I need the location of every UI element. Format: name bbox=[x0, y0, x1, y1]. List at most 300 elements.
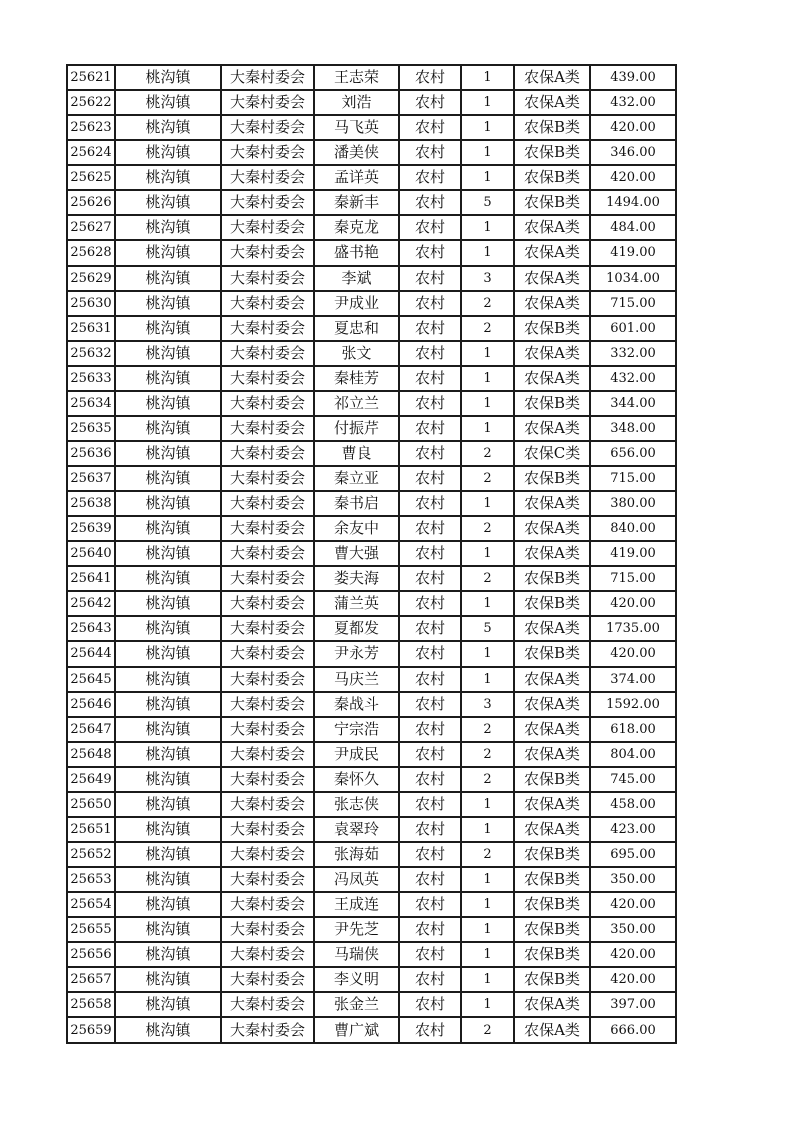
cell-insurance-category: 农保A类 bbox=[514, 792, 590, 817]
table-row bbox=[67, 90, 676, 115]
cell-area-type: 农村 bbox=[399, 591, 461, 616]
table-row bbox=[67, 215, 676, 240]
cell-village-committee: 大秦村委会 bbox=[221, 917, 314, 942]
cell-area-type: 农村 bbox=[399, 967, 461, 992]
cell-area-type: 农村 bbox=[399, 566, 461, 591]
cell-person-count: 1 bbox=[461, 541, 514, 566]
cell-insurance-category: 农保B类 bbox=[514, 892, 590, 917]
cell-town: 桃沟镇 bbox=[115, 942, 221, 967]
cell-town: 桃沟镇 bbox=[115, 115, 221, 140]
cell-insurance-category: 农保C类 bbox=[514, 441, 590, 466]
cell-town: 桃沟镇 bbox=[115, 616, 221, 641]
cell-person-count: 1 bbox=[461, 65, 514, 90]
cell-insurance-category: 农保B类 bbox=[514, 942, 590, 967]
cell-town: 桃沟镇 bbox=[115, 967, 221, 992]
cell-amount: 419.00 bbox=[590, 240, 676, 265]
cell-amount: 350.00 bbox=[590, 867, 676, 892]
table-row bbox=[67, 591, 676, 616]
cell-village-committee: 大秦村委会 bbox=[221, 391, 314, 416]
table-row bbox=[67, 516, 676, 541]
cell-village-committee: 大秦村委会 bbox=[221, 516, 314, 541]
table-row bbox=[67, 291, 676, 316]
cell-amount: 420.00 bbox=[590, 165, 676, 190]
cell-person-count: 1 bbox=[461, 240, 514, 265]
cell-person-name: 尹永芳 bbox=[314, 641, 399, 666]
table-row bbox=[67, 742, 676, 767]
cell-person-name: 袁翠玲 bbox=[314, 817, 399, 842]
cell-village-committee: 大秦村委会 bbox=[221, 1017, 314, 1043]
cell-person-count: 5 bbox=[461, 190, 514, 215]
cell-person-name: 秦新丰 bbox=[314, 190, 399, 215]
cell-town: 桃沟镇 bbox=[115, 667, 221, 692]
cell-amount: 618.00 bbox=[590, 717, 676, 742]
table-row bbox=[67, 767, 676, 792]
cell-area-type: 农村 bbox=[399, 391, 461, 416]
cell-record-id: 25637 bbox=[67, 466, 115, 491]
cell-record-id: 25657 bbox=[67, 967, 115, 992]
cell-area-type: 农村 bbox=[399, 491, 461, 516]
cell-person-count: 1 bbox=[461, 140, 514, 165]
cell-person-name: 张志侠 bbox=[314, 792, 399, 817]
cell-town: 桃沟镇 bbox=[115, 90, 221, 115]
cell-town: 桃沟镇 bbox=[115, 842, 221, 867]
cell-amount: 332.00 bbox=[590, 341, 676, 366]
cell-area-type: 农村 bbox=[399, 892, 461, 917]
cell-town: 桃沟镇 bbox=[115, 641, 221, 666]
payment-table-container bbox=[66, 64, 675, 1044]
cell-village-committee: 大秦村委会 bbox=[221, 541, 314, 566]
table-row bbox=[67, 165, 676, 190]
cell-village-committee: 大秦村委会 bbox=[221, 90, 314, 115]
cell-person-name: 马庆兰 bbox=[314, 667, 399, 692]
cell-insurance-category: 农保A类 bbox=[514, 1017, 590, 1043]
cell-amount: 1494.00 bbox=[590, 190, 676, 215]
cell-town: 桃沟镇 bbox=[115, 316, 221, 341]
cell-insurance-category: 农保B类 bbox=[514, 641, 590, 666]
cell-town: 桃沟镇 bbox=[115, 341, 221, 366]
cell-amount: 423.00 bbox=[590, 817, 676, 842]
cell-town: 桃沟镇 bbox=[115, 266, 221, 291]
cell-village-committee: 大秦村委会 bbox=[221, 466, 314, 491]
cell-area-type: 农村 bbox=[399, 316, 461, 341]
cell-amount: 666.00 bbox=[590, 1017, 676, 1043]
cell-person-name: 曹良 bbox=[314, 441, 399, 466]
cell-person-count: 1 bbox=[461, 90, 514, 115]
cell-amount: 432.00 bbox=[590, 366, 676, 391]
cell-amount: 420.00 bbox=[590, 115, 676, 140]
cell-record-id: 25644 bbox=[67, 641, 115, 666]
cell-record-id: 25643 bbox=[67, 616, 115, 641]
cell-record-id: 25630 bbox=[67, 291, 115, 316]
cell-record-id: 25638 bbox=[67, 491, 115, 516]
cell-village-committee: 大秦村委会 bbox=[221, 416, 314, 441]
cell-amount: 1034.00 bbox=[590, 266, 676, 291]
cell-insurance-category: 农保A类 bbox=[514, 516, 590, 541]
table-row bbox=[67, 717, 676, 742]
cell-amount: 656.00 bbox=[590, 441, 676, 466]
table-row bbox=[67, 416, 676, 441]
cell-town: 桃沟镇 bbox=[115, 541, 221, 566]
cell-person-name: 夏忠和 bbox=[314, 316, 399, 341]
cell-amount: 1735.00 bbox=[590, 616, 676, 641]
cell-person-name: 曹广斌 bbox=[314, 1017, 399, 1043]
cell-person-name: 冯凤英 bbox=[314, 867, 399, 892]
cell-person-count: 1 bbox=[461, 892, 514, 917]
cell-area-type: 农村 bbox=[399, 416, 461, 441]
cell-person-name: 秦立亚 bbox=[314, 466, 399, 491]
cell-person-count: 2 bbox=[461, 842, 514, 867]
cell-amount: 380.00 bbox=[590, 491, 676, 516]
cell-record-id: 25651 bbox=[67, 817, 115, 842]
cell-village-committee: 大秦村委会 bbox=[221, 692, 314, 717]
table-row bbox=[67, 190, 676, 215]
cell-insurance-category: 农保B类 bbox=[514, 867, 590, 892]
cell-person-count: 1 bbox=[461, 817, 514, 842]
cell-area-type: 农村 bbox=[399, 692, 461, 717]
cell-village-committee: 大秦村委会 bbox=[221, 441, 314, 466]
cell-person-name: 潘美侠 bbox=[314, 140, 399, 165]
cell-village-committee: 大秦村委会 bbox=[221, 641, 314, 666]
cell-person-name: 秦战斗 bbox=[314, 692, 399, 717]
cell-record-id: 25655 bbox=[67, 917, 115, 942]
cell-insurance-category: 农保B类 bbox=[514, 466, 590, 491]
cell-record-id: 25659 bbox=[67, 1017, 115, 1043]
cell-town: 桃沟镇 bbox=[115, 291, 221, 316]
cell-insurance-category: 农保B类 bbox=[514, 967, 590, 992]
cell-record-id: 25641 bbox=[67, 566, 115, 591]
cell-area-type: 农村 bbox=[399, 341, 461, 366]
cell-village-committee: 大秦村委会 bbox=[221, 942, 314, 967]
table-row bbox=[67, 341, 676, 366]
cell-person-count: 3 bbox=[461, 266, 514, 291]
cell-town: 桃沟镇 bbox=[115, 416, 221, 441]
cell-area-type: 农村 bbox=[399, 767, 461, 792]
cell-area-type: 农村 bbox=[399, 616, 461, 641]
cell-person-name: 蒲兰英 bbox=[314, 591, 399, 616]
cell-area-type: 农村 bbox=[399, 165, 461, 190]
cell-person-name: 宁宗浩 bbox=[314, 717, 399, 742]
cell-insurance-category: 农保B类 bbox=[514, 316, 590, 341]
table-row bbox=[67, 115, 676, 140]
cell-amount: 420.00 bbox=[590, 641, 676, 666]
cell-record-id: 25650 bbox=[67, 792, 115, 817]
cell-record-id: 25635 bbox=[67, 416, 115, 441]
cell-person-count: 2 bbox=[461, 1017, 514, 1043]
cell-person-count: 2 bbox=[461, 566, 514, 591]
cell-amount: 397.00 bbox=[590, 992, 676, 1017]
cell-insurance-category: 农保B类 bbox=[514, 767, 590, 792]
table-row bbox=[67, 792, 676, 817]
cell-insurance-category: 农保B类 bbox=[514, 391, 590, 416]
cell-amount: 601.00 bbox=[590, 316, 676, 341]
cell-area-type: 农村 bbox=[399, 215, 461, 240]
table-row bbox=[67, 892, 676, 917]
table-row bbox=[67, 616, 676, 641]
cell-town: 桃沟镇 bbox=[115, 65, 221, 90]
cell-person-count: 1 bbox=[461, 391, 514, 416]
cell-amount: 420.00 bbox=[590, 967, 676, 992]
cell-person-count: 1 bbox=[461, 491, 514, 516]
cell-village-committee: 大秦村委会 bbox=[221, 491, 314, 516]
table-row bbox=[67, 917, 676, 942]
cell-village-committee: 大秦村委会 bbox=[221, 591, 314, 616]
cell-village-committee: 大秦村委会 bbox=[221, 341, 314, 366]
cell-area-type: 农村 bbox=[399, 942, 461, 967]
cell-town: 桃沟镇 bbox=[115, 792, 221, 817]
cell-person-count: 1 bbox=[461, 641, 514, 666]
cell-village-committee: 大秦村委会 bbox=[221, 742, 314, 767]
cell-person-name: 盛书艳 bbox=[314, 240, 399, 265]
cell-area-type: 农村 bbox=[399, 817, 461, 842]
cell-record-id: 25621 bbox=[67, 65, 115, 90]
cell-person-name: 王成连 bbox=[314, 892, 399, 917]
cell-person-count: 2 bbox=[461, 466, 514, 491]
cell-area-type: 农村 bbox=[399, 240, 461, 265]
cell-person-count: 3 bbox=[461, 692, 514, 717]
cell-village-committee: 大秦村委会 bbox=[221, 240, 314, 265]
cell-person-name: 秦克龙 bbox=[314, 215, 399, 240]
table-row bbox=[67, 667, 676, 692]
cell-insurance-category: 农保B类 bbox=[514, 165, 590, 190]
cell-town: 桃沟镇 bbox=[115, 917, 221, 942]
cell-amount: 374.00 bbox=[590, 667, 676, 692]
cell-town: 桃沟镇 bbox=[115, 466, 221, 491]
cell-record-id: 25642 bbox=[67, 591, 115, 616]
cell-insurance-category: 农保B类 bbox=[514, 591, 590, 616]
table-row bbox=[67, 366, 676, 391]
cell-person-count: 1 bbox=[461, 115, 514, 140]
table-row bbox=[67, 391, 676, 416]
cell-town: 桃沟镇 bbox=[115, 566, 221, 591]
cell-amount: 715.00 bbox=[590, 566, 676, 591]
cell-area-type: 农村 bbox=[399, 140, 461, 165]
cell-amount: 715.00 bbox=[590, 291, 676, 316]
cell-record-id: 25648 bbox=[67, 742, 115, 767]
cell-insurance-category: 农保A类 bbox=[514, 541, 590, 566]
cell-town: 桃沟镇 bbox=[115, 215, 221, 240]
table-row bbox=[67, 842, 676, 867]
cell-person-count: 1 bbox=[461, 416, 514, 441]
cell-person-count: 2 bbox=[461, 717, 514, 742]
cell-amount: 420.00 bbox=[590, 942, 676, 967]
cell-person-count: 1 bbox=[461, 867, 514, 892]
table-row bbox=[67, 566, 676, 591]
cell-town: 桃沟镇 bbox=[115, 391, 221, 416]
cell-person-name: 孟详英 bbox=[314, 165, 399, 190]
cell-record-id: 25639 bbox=[67, 516, 115, 541]
cell-town: 桃沟镇 bbox=[115, 1017, 221, 1043]
cell-amount: 344.00 bbox=[590, 391, 676, 416]
cell-record-id: 25628 bbox=[67, 240, 115, 265]
cell-amount: 350.00 bbox=[590, 917, 676, 942]
cell-person-name: 李斌 bbox=[314, 266, 399, 291]
payment-table-body bbox=[67, 65, 676, 1043]
cell-village-committee: 大秦村委会 bbox=[221, 616, 314, 641]
cell-person-count: 1 bbox=[461, 215, 514, 240]
cell-village-committee: 大秦村委会 bbox=[221, 291, 314, 316]
cell-insurance-category: 农保A类 bbox=[514, 291, 590, 316]
cell-insurance-category: 农保A类 bbox=[514, 992, 590, 1017]
table-row bbox=[67, 266, 676, 291]
cell-person-name: 曹大强 bbox=[314, 541, 399, 566]
cell-person-name: 马飞英 bbox=[314, 115, 399, 140]
cell-record-id: 25624 bbox=[67, 140, 115, 165]
cell-amount: 348.00 bbox=[590, 416, 676, 441]
cell-area-type: 农村 bbox=[399, 65, 461, 90]
cell-village-committee: 大秦村委会 bbox=[221, 190, 314, 215]
cell-village-committee: 大秦村委会 bbox=[221, 892, 314, 917]
cell-insurance-category: 农保B类 bbox=[514, 190, 590, 215]
table-row bbox=[67, 240, 676, 265]
cell-insurance-category: 农保A类 bbox=[514, 817, 590, 842]
table-row bbox=[67, 992, 676, 1017]
cell-area-type: 农村 bbox=[399, 516, 461, 541]
cell-record-id: 25623 bbox=[67, 115, 115, 140]
cell-amount: 484.00 bbox=[590, 215, 676, 240]
cell-area-type: 农村 bbox=[399, 366, 461, 391]
cell-record-id: 25636 bbox=[67, 441, 115, 466]
cell-person-count: 2 bbox=[461, 291, 514, 316]
cell-town: 桃沟镇 bbox=[115, 441, 221, 466]
cell-record-id: 25640 bbox=[67, 541, 115, 566]
cell-person-count: 1 bbox=[461, 341, 514, 366]
cell-person-name: 张金兰 bbox=[314, 992, 399, 1017]
cell-insurance-category: 农保A类 bbox=[514, 266, 590, 291]
cell-person-count: 5 bbox=[461, 616, 514, 641]
cell-person-name: 刘浩 bbox=[314, 90, 399, 115]
cell-insurance-category: 农保A类 bbox=[514, 366, 590, 391]
cell-record-id: 25622 bbox=[67, 90, 115, 115]
cell-record-id: 25627 bbox=[67, 215, 115, 240]
cell-person-name: 张文 bbox=[314, 341, 399, 366]
cell-person-name: 祁立兰 bbox=[314, 391, 399, 416]
cell-insurance-category: 农保B类 bbox=[514, 140, 590, 165]
cell-person-count: 2 bbox=[461, 767, 514, 792]
table-row bbox=[67, 65, 676, 90]
payment-table bbox=[66, 64, 677, 1044]
cell-person-name: 付振芹 bbox=[314, 416, 399, 441]
cell-area-type: 农村 bbox=[399, 1017, 461, 1043]
cell-person-count: 1 bbox=[461, 942, 514, 967]
cell-area-type: 农村 bbox=[399, 441, 461, 466]
cell-insurance-category: 农保B类 bbox=[514, 115, 590, 140]
cell-record-id: 25654 bbox=[67, 892, 115, 917]
cell-record-id: 25649 bbox=[67, 767, 115, 792]
cell-area-type: 农村 bbox=[399, 842, 461, 867]
table-row bbox=[67, 1017, 676, 1043]
cell-insurance-category: 农保A类 bbox=[514, 240, 590, 265]
cell-area-type: 农村 bbox=[399, 667, 461, 692]
table-row bbox=[67, 942, 676, 967]
cell-insurance-category: 农保A类 bbox=[514, 65, 590, 90]
cell-person-name: 张海茹 bbox=[314, 842, 399, 867]
cell-insurance-category: 农保A类 bbox=[514, 616, 590, 641]
table-row bbox=[67, 541, 676, 566]
cell-amount: 420.00 bbox=[590, 892, 676, 917]
cell-area-type: 农村 bbox=[399, 717, 461, 742]
cell-amount: 439.00 bbox=[590, 65, 676, 90]
cell-record-id: 25633 bbox=[67, 366, 115, 391]
table-row bbox=[67, 692, 676, 717]
cell-person-count: 1 bbox=[461, 967, 514, 992]
cell-person-count: 1 bbox=[461, 667, 514, 692]
cell-amount: 420.00 bbox=[590, 591, 676, 616]
cell-insurance-category: 农保A类 bbox=[514, 717, 590, 742]
cell-area-type: 农村 bbox=[399, 792, 461, 817]
cell-town: 桃沟镇 bbox=[115, 742, 221, 767]
cell-record-id: 25647 bbox=[67, 717, 115, 742]
cell-person-count: 1 bbox=[461, 992, 514, 1017]
cell-village-committee: 大秦村委会 bbox=[221, 817, 314, 842]
cell-area-type: 农村 bbox=[399, 190, 461, 215]
cell-amount: 840.00 bbox=[590, 516, 676, 541]
cell-area-type: 农村 bbox=[399, 541, 461, 566]
table-row bbox=[67, 867, 676, 892]
cell-village-committee: 大秦村委会 bbox=[221, 165, 314, 190]
cell-area-type: 农村 bbox=[399, 266, 461, 291]
cell-insurance-category: 农保A类 bbox=[514, 341, 590, 366]
cell-record-id: 25625 bbox=[67, 165, 115, 190]
cell-insurance-category: 农保A类 bbox=[514, 90, 590, 115]
cell-person-count: 2 bbox=[461, 441, 514, 466]
cell-town: 桃沟镇 bbox=[115, 767, 221, 792]
cell-area-type: 农村 bbox=[399, 742, 461, 767]
cell-person-name: 王志荣 bbox=[314, 65, 399, 90]
table-row bbox=[67, 817, 676, 842]
cell-person-count: 1 bbox=[461, 165, 514, 190]
cell-area-type: 农村 bbox=[399, 90, 461, 115]
cell-person-name: 秦桂芳 bbox=[314, 366, 399, 391]
cell-record-id: 25626 bbox=[67, 190, 115, 215]
cell-person-count: 1 bbox=[461, 917, 514, 942]
cell-area-type: 农村 bbox=[399, 291, 461, 316]
cell-village-committee: 大秦村委会 bbox=[221, 717, 314, 742]
table-row bbox=[67, 316, 676, 341]
table-row bbox=[67, 441, 676, 466]
table-row bbox=[67, 140, 676, 165]
cell-record-id: 25656 bbox=[67, 942, 115, 967]
cell-village-committee: 大秦村委会 bbox=[221, 967, 314, 992]
cell-person-count: 2 bbox=[461, 516, 514, 541]
cell-record-id: 25631 bbox=[67, 316, 115, 341]
cell-amount: 419.00 bbox=[590, 541, 676, 566]
cell-insurance-category: 农保A类 bbox=[514, 215, 590, 240]
cell-village-committee: 大秦村委会 bbox=[221, 115, 314, 140]
cell-amount: 1592.00 bbox=[590, 692, 676, 717]
cell-person-name: 秦怀久 bbox=[314, 767, 399, 792]
cell-record-id: 25646 bbox=[67, 692, 115, 717]
cell-town: 桃沟镇 bbox=[115, 366, 221, 391]
cell-area-type: 农村 bbox=[399, 115, 461, 140]
cell-village-committee: 大秦村委会 bbox=[221, 867, 314, 892]
cell-village-committee: 大秦村委会 bbox=[221, 667, 314, 692]
cell-person-count: 1 bbox=[461, 366, 514, 391]
cell-person-name: 秦书启 bbox=[314, 491, 399, 516]
table-row bbox=[67, 967, 676, 992]
cell-town: 桃沟镇 bbox=[115, 140, 221, 165]
cell-person-name: 李义明 bbox=[314, 967, 399, 992]
cell-record-id: 25629 bbox=[67, 266, 115, 291]
cell-record-id: 25634 bbox=[67, 391, 115, 416]
cell-person-name: 尹先芝 bbox=[314, 917, 399, 942]
table-row bbox=[67, 466, 676, 491]
cell-area-type: 农村 bbox=[399, 641, 461, 666]
cell-village-committee: 大秦村委会 bbox=[221, 140, 314, 165]
cell-town: 桃沟镇 bbox=[115, 516, 221, 541]
cell-person-name: 尹成民 bbox=[314, 742, 399, 767]
cell-town: 桃沟镇 bbox=[115, 867, 221, 892]
cell-insurance-category: 农保B类 bbox=[514, 917, 590, 942]
